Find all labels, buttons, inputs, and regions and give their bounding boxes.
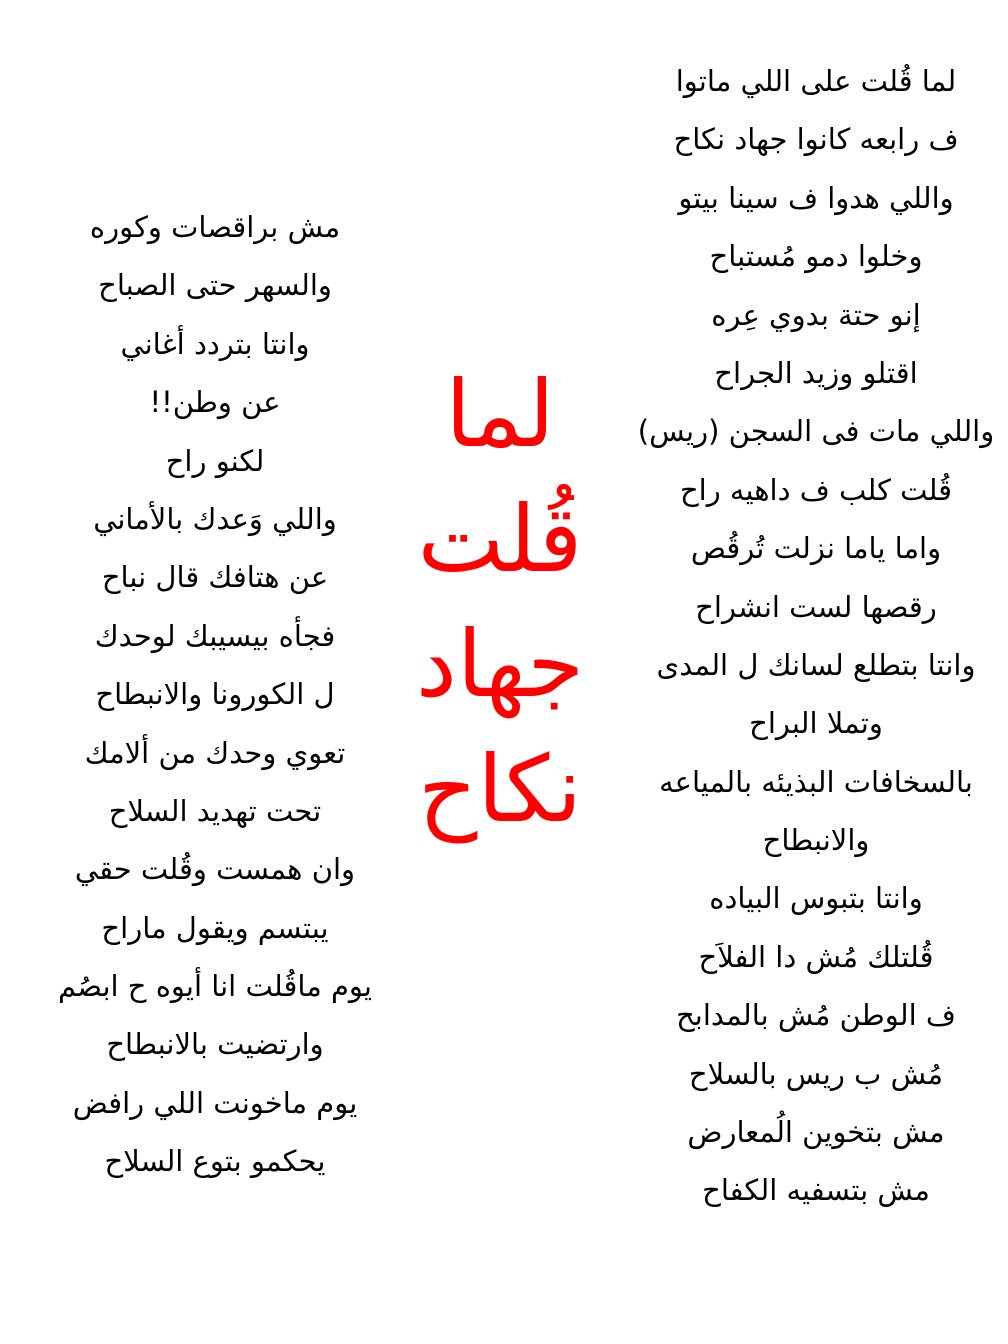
title-line: جهاد [415, 611, 585, 718]
poem-line: فجأه بيسيبك لوحدك [94, 618, 336, 653]
poem-line: وان همست وقُلت حقي [74, 852, 356, 887]
poem-line: ف الوطن مُش بالمدابح [676, 998, 956, 1033]
poem-line: يوم ماقُلت انا أيوه ح ابصُم [58, 969, 372, 1004]
poem-line: واللي هدوا ف سينا بيتو [678, 180, 954, 215]
poem-line: اقتلو وزيد الجراح [714, 355, 918, 390]
poem-line: والانبطاح [762, 823, 870, 858]
poem-line: بالسخافات البذيئه بالمياعه [659, 764, 973, 799]
poem-line: إنو حتة بدوي عِره [711, 297, 921, 332]
poem-line: ل الكورونا والانبطاح [95, 677, 335, 712]
poem-line: تحت تهديد السلاح [108, 793, 322, 828]
poem-line: ف رابعه كانوا جهاد نكاح [673, 122, 959, 157]
poem-line: يحكمو بتوع السلاح [104, 1144, 326, 1179]
poem-line: وانتا بتطلع لسانك ل المدى [656, 647, 976, 682]
poem-line: مُش ب ريس بالسلاح [688, 1056, 944, 1091]
poem-line: وانتا بتبوس البياده [709, 881, 923, 916]
poem-line: وخلوا دمو مُستباح [709, 239, 923, 274]
poem-line: وانتا بتردد أغاني [120, 326, 310, 361]
poem-line: عن هتافك قال نباح [101, 560, 329, 595]
poem-line: وارتضيت بالانبطاح [106, 1027, 324, 1062]
poem-line: رقصها لست انشراح [695, 589, 937, 624]
poem-line: قُلت كلب ف داهيه راح [679, 472, 953, 507]
poem-line: مش براقصات وكوره [89, 210, 341, 244]
poem-line: واما ياما نزلت تُرقُص [690, 531, 942, 566]
poem-line: قُلتلك مُش دا الفلاَح [698, 939, 934, 974]
poem-line: وتملا البراح [749, 706, 883, 741]
poem-line: يوم ماخونت اللي رافض [72, 1085, 358, 1120]
poem-line: مش بتخوين الُمعارض [687, 1115, 945, 1150]
poem-title [400, 352, 600, 852]
title-line: نكاح [418, 736, 582, 843]
right-poem-column [636, 52, 996, 1220]
poem-line: لكنو راح [165, 443, 265, 478]
poem-line: يبتسم ويقول ماراح [101, 910, 329, 945]
poem-line: مش بتسفيه الكفاح [702, 1173, 930, 1208]
poem-line: واللي وَعدك بالأماني [93, 501, 337, 536]
left-poem-column [40, 198, 390, 1191]
poem-line: والسهر حتى الصباح [98, 268, 332, 303]
title-line: لما [445, 361, 555, 468]
poem-line: واللي مات فى السجن (ريس) [637, 414, 995, 449]
title-line: قُلت [417, 486, 583, 593]
poem-line: لما قُلت على اللي ماتوا [675, 64, 957, 98]
poem-line: تعوي وحدك من ألامك [84, 735, 346, 770]
poem-line: عن وطن!! [149, 385, 281, 420]
